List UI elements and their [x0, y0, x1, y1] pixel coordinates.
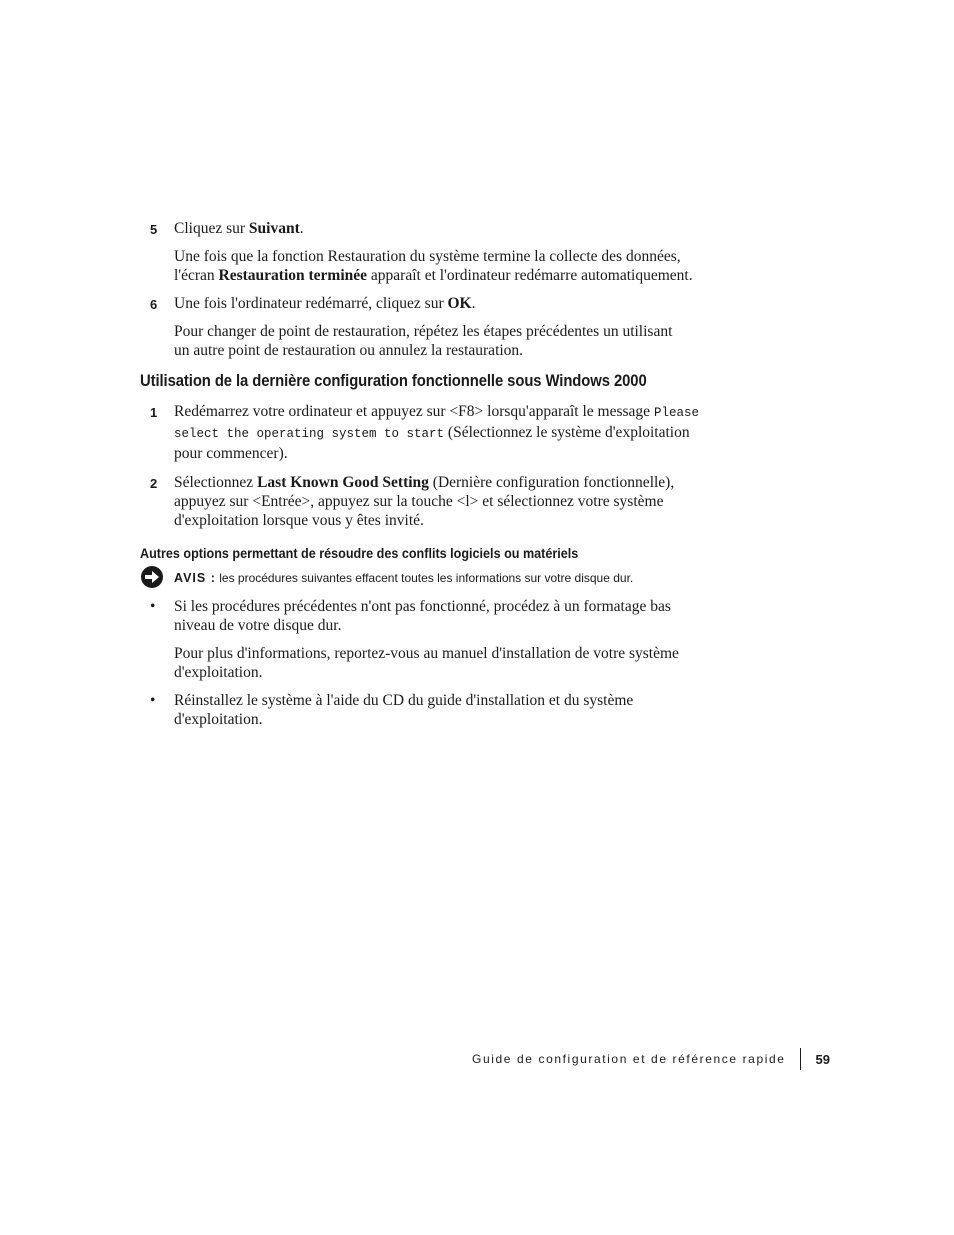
step-text: (Dernière configuration fonctionnelle), — [428, 474, 675, 491]
para-line: d'exploitation. — [174, 664, 263, 681]
step-text: pour commencer). — [174, 445, 288, 462]
bullet-line: Si les procédures précédentes n'ont pas fonctionné, procédez à un formatage bas — [174, 598, 671, 615]
step-number: 1 — [150, 405, 158, 420]
step-6-paragraph — [150, 322, 740, 360]
section-heading: Utilisation de la dernière configuration fonctionnelle sous Windows 2000 — [140, 372, 647, 390]
step-6 — [150, 294, 740, 313]
para-line: Pour changer de point de restauration, répétez les étapes précédentes un utilisant — [174, 323, 673, 340]
para-line: Une fois que la fonction Restauration du système termine la collecte des données, — [174, 248, 681, 265]
step-5 — [150, 219, 740, 238]
bullet-line: Réinstallez le système à l'aide du CD du guide d'installation et du système — [174, 692, 634, 709]
footer-title: Guide de configuration et de référence rapide — [472, 1052, 786, 1066]
step-text-end: . — [299, 220, 304, 237]
step-number: 5 — [150, 222, 158, 237]
step-text-end: . — [471, 295, 476, 312]
bullet-line: d'exploitation. — [174, 711, 263, 728]
step-bold-term: OK — [447, 295, 472, 312]
step-text: Une fois l'ordinateur redémarré, cliquez sur — [174, 295, 448, 312]
step-number: 6 — [150, 297, 158, 312]
step-bold-term: Last Known Good Setting — [257, 474, 429, 491]
bullet-item — [150, 597, 740, 635]
step-5-paragraph — [150, 247, 740, 285]
notice-label: AVIS : — [174, 571, 216, 585]
subheading: Autres options permettant de résoudre des conflits logiciels ou matériels — [140, 545, 579, 561]
bullet-icon: • — [150, 692, 156, 709]
step-bold-term: Suivant — [248, 220, 300, 237]
notice — [150, 569, 740, 588]
para-line: Pour plus d'informations, reportez-vous au manuel d'installation de votre système — [174, 645, 679, 662]
code-text: Please — [653, 406, 699, 420]
para-bold-term: Restauration terminée — [218, 267, 368, 284]
para-text-end: apparaît et l'ordinateur redémarre automatiquement. — [367, 267, 693, 284]
bullet-icon: • — [150, 598, 156, 615]
page-content — [140, 219, 740, 738]
notice-arrow-icon — [140, 565, 164, 589]
bullet-paragraph — [150, 644, 740, 682]
page-footer — [472, 1049, 830, 1069]
step-text: d'exploitation lorsque vous y êtes invité. — [174, 512, 424, 529]
code-text: select the operating system to start — [174, 427, 445, 441]
step-text: (Sélectionnez le système d'exploitation — [444, 424, 690, 441]
para-line: un autre point de restauration ou annulez la restauration. — [174, 342, 524, 359]
step-text: Cliquez sur — [174, 220, 249, 237]
step-number: 2 — [150, 476, 158, 491]
bullet-item — [150, 691, 740, 729]
step-text: appuyez sur <Entrée>, appuyez sur la touche <l> et sélectionnez votre système — [174, 493, 664, 510]
step-1 — [150, 402, 740, 463]
bullet-line: niveau de votre disque dur. — [174, 617, 342, 634]
notice-text: les procédures suivantes effacent toutes les informations sur votre disque dur. — [215, 571, 634, 585]
step-2 — [150, 473, 740, 530]
page-number: 59 — [815, 1051, 830, 1067]
para-text: l'écran — [174, 267, 219, 284]
step-text: Sélectionnez — [174, 474, 258, 491]
step-text: Redémarrez votre ordinateur et appuyez sur <F8> lorsqu'apparaît le message — [174, 403, 654, 420]
footer-divider — [800, 1048, 801, 1070]
